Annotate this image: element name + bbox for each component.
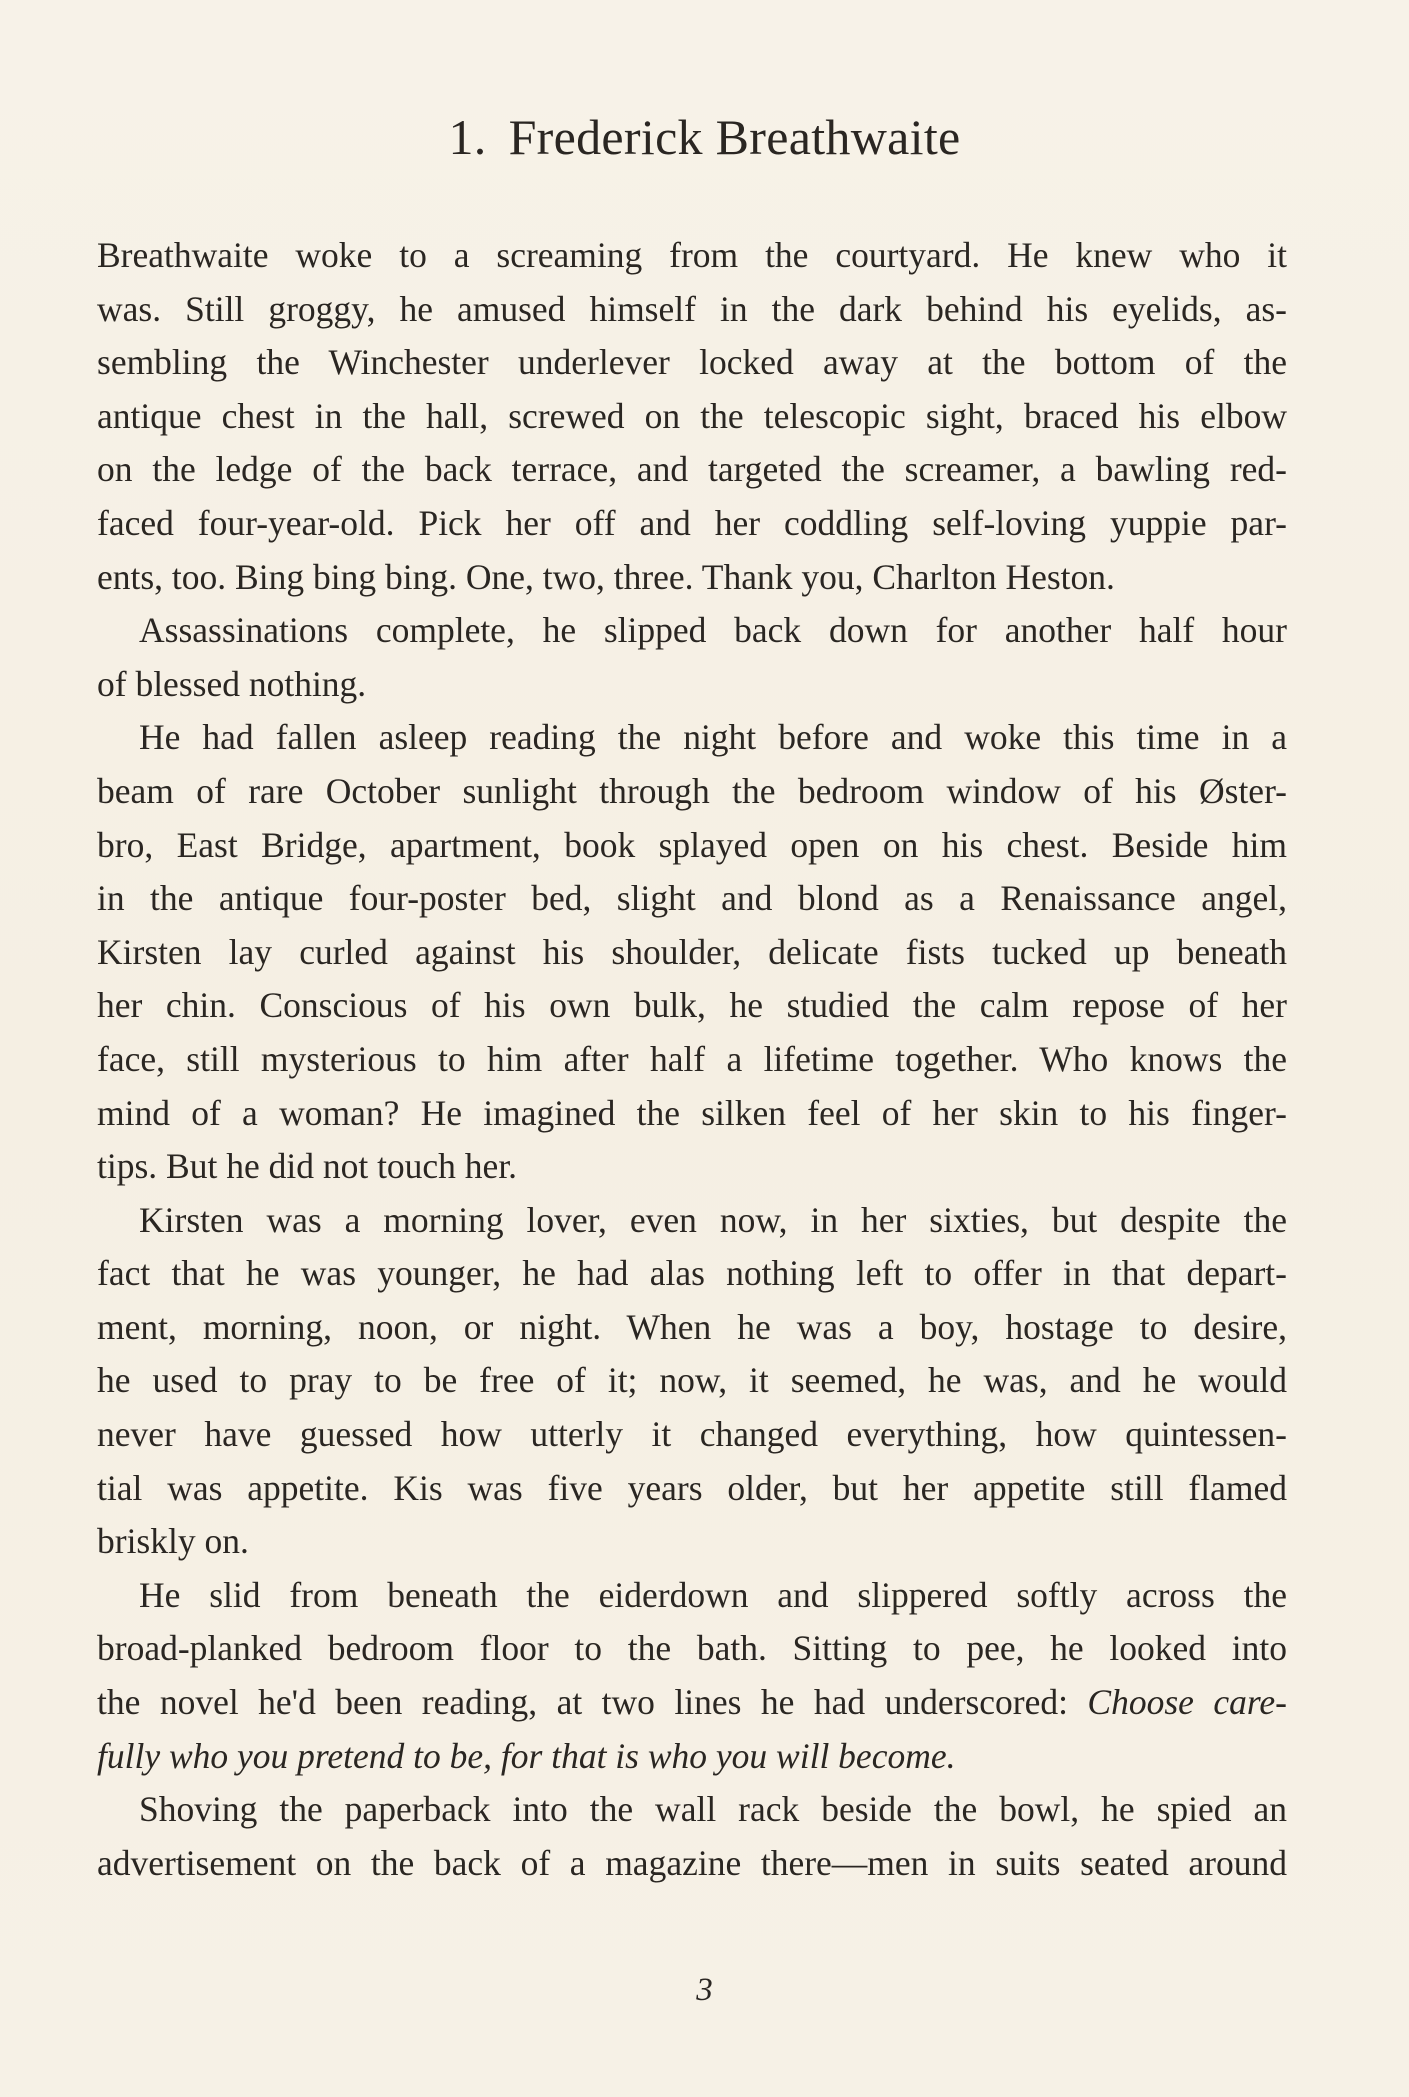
chapter-heading xyxy=(0,108,1409,166)
italic-quote: Choose care- xyxy=(1087,1682,1287,1723)
text-line: He slid from beneath the eiderdown and slippered softly across the xyxy=(139,1574,1287,1615)
text-line: face, still mysterious to him after half a lifetime together. Who knows the xyxy=(97,1038,1287,1079)
text-segment: the novel he'd been reading, at two lines he had underscored: xyxy=(97,1682,1088,1723)
text-line: her chin. Conscious of his own bulk, he studied the calm repose of her xyxy=(97,985,1287,1026)
text-line: He had fallen asleep reading the night before and woke this time in a xyxy=(139,717,1287,758)
text-line: ment, morning, noon, or night. When he was a boy, hostage to desire, xyxy=(97,1306,1287,1347)
text-line: he used to pray to be free of it; now, it seemed, he was, and he would xyxy=(97,1360,1287,1401)
text-line: in the antique four-poster bed, slight and blond as a Renaissance angel, xyxy=(97,878,1287,919)
text-line: faced four-year-old. Pick her off and her coddling self-loving yuppie par- xyxy=(97,502,1287,543)
text-line: Kirsten was a morning lover, even now, in her sixties, but despite the xyxy=(139,1199,1287,1240)
text-line: broad-planked bedroom floor to the bath. Sitting to pee, he looked into xyxy=(97,1628,1287,1669)
text-line: Shoving the paperback into the wall rack beside the bowl, he spied an xyxy=(139,1789,1287,1830)
text-line: Assassinations complete, he slipped back down for another half hour xyxy=(139,610,1287,651)
italic-quote: fully who you pretend to be, for that is who you will become. xyxy=(97,1735,956,1776)
text-line xyxy=(97,1676,1287,1730)
chapter-number: 1. xyxy=(448,109,487,165)
text-line: on the ledge of the back terrace, and targeted the screamer, a bawling red- xyxy=(97,449,1287,490)
text-line: Breathwaite woke to a screaming from the courtyard. He knew who it xyxy=(97,235,1287,275)
text-line xyxy=(97,1730,1287,1784)
text-line: beam of rare October sunlight through the bedroom window of his Øster- xyxy=(97,770,1287,811)
text-line: sembling the Winchester underlever locked away at the bottom of the xyxy=(97,342,1287,383)
chapter-title: Frederick Breathwaite xyxy=(508,109,961,165)
text-line: never have guessed how utterly it changed everything, how quintessen- xyxy=(97,1414,1287,1455)
text-line: Kirsten lay curled against his shoulder, delicate fists tucked up beneath xyxy=(97,931,1287,972)
text-line: advertisement on the back of a magazine there—men in suits seated around xyxy=(97,1842,1287,1883)
text-line: mind of a woman? He imagined the silken feel of her skin to his finger- xyxy=(97,1092,1287,1133)
text-line: was. Still groggy, he amused himself in the dark behind his eyelids, as- xyxy=(97,288,1287,329)
text-line: bro, East Bridge, apartment, book splayed open on his chest. Beside him xyxy=(97,824,1287,865)
text-line: ents, too. Bing bing bing. One, two, three. Thank you, Charlton Heston. xyxy=(97,556,1115,597)
text-line: antique chest in the hall, screwed on the telescopic sight, braced his elbow xyxy=(97,395,1287,436)
text-line: tips. But he did not touch her. xyxy=(97,1146,518,1187)
text-line: of blessed nothing. xyxy=(97,663,367,704)
text-line: briskly on. xyxy=(97,1521,249,1562)
text-line: tial was appetite. Kis was five years older, but her appetite still flamed xyxy=(97,1467,1287,1508)
page-number: 3 xyxy=(696,1972,713,2008)
body-text xyxy=(97,229,1287,1890)
text-line: fact that he was younger, he had alas nothing left to offer in that depart- xyxy=(97,1253,1287,1294)
